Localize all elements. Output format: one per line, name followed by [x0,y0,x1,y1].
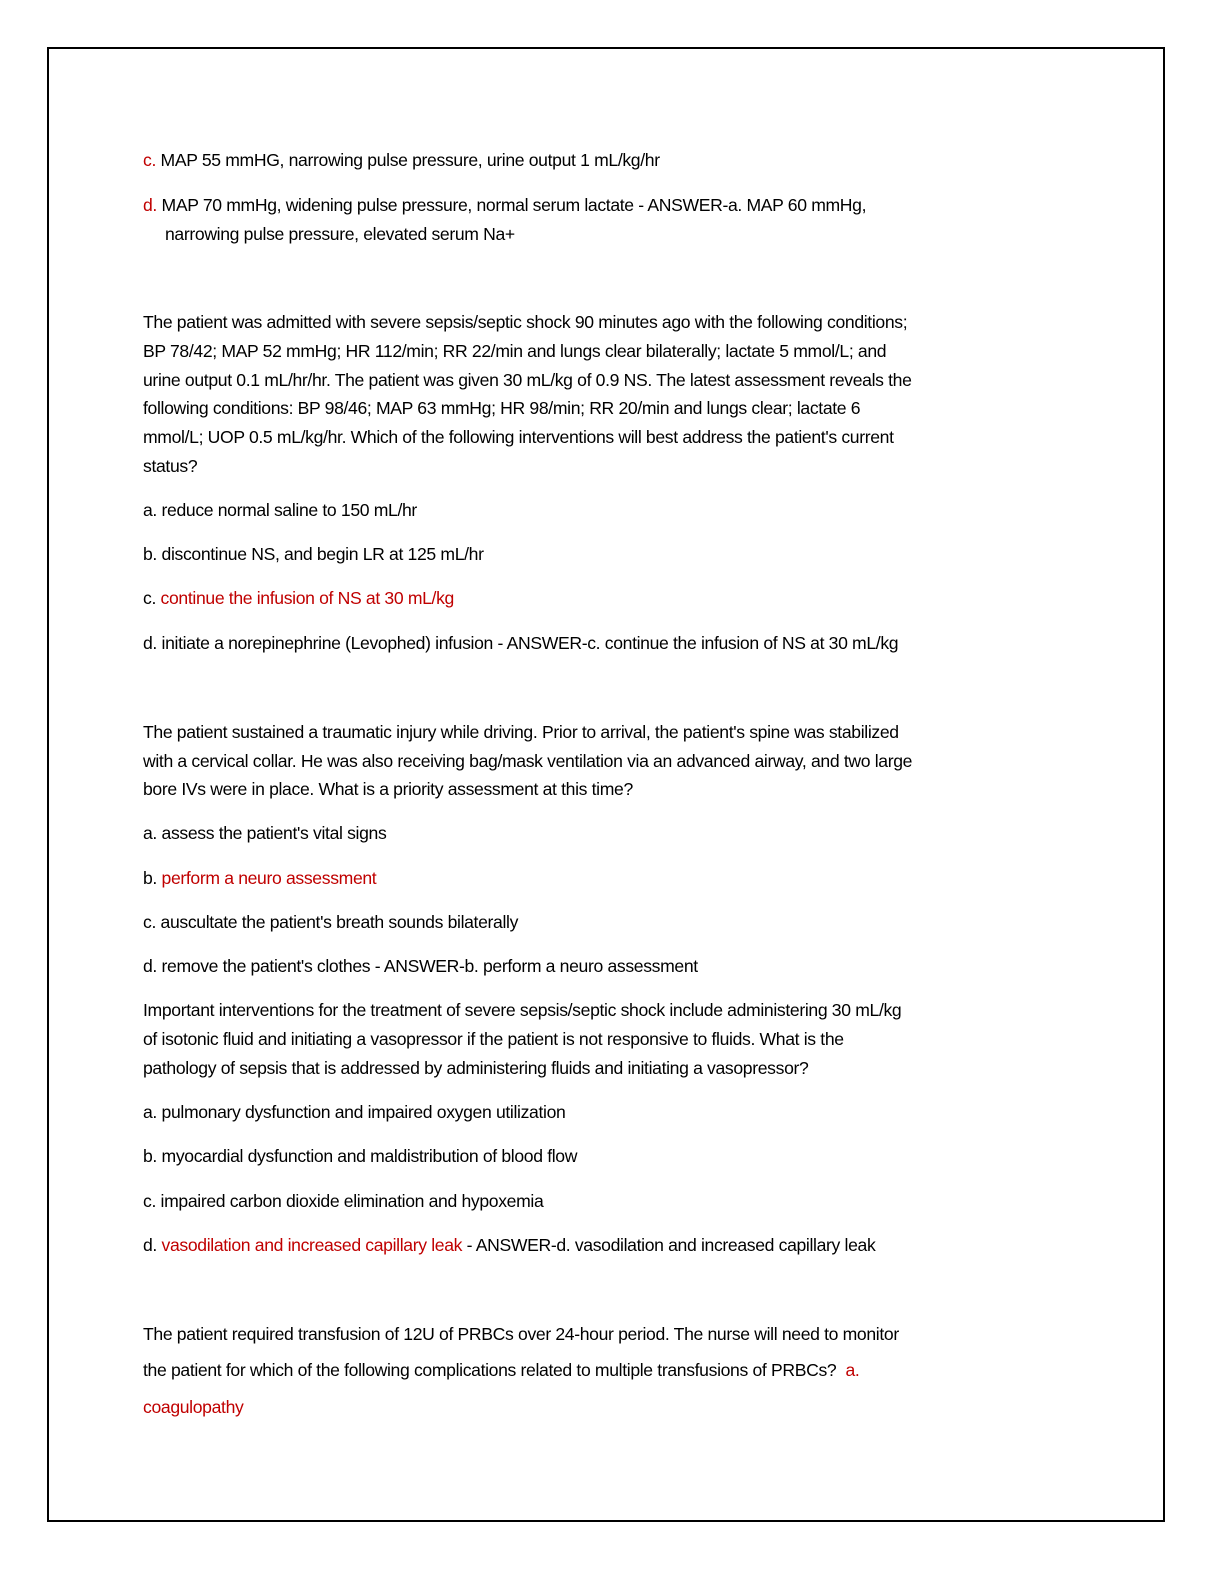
option-text: MAP 70 mmHg, widening pulse pressure, normal serum lactate - ANSWER-a. MAP 60 mmHg, [156,195,867,215]
question5-stem-line: The patient required transfusion of 12U of PRBCs over 24-hour period. The nurse will need to monitor [143,1324,899,1344]
option-c-block1 [143,149,660,171]
correct-answer-highlight: a. [845,1360,860,1380]
question5-stem-line [143,1359,859,1381]
question2-stem-line: BP 78/42; MAP 52 mmHg; HR 112/min; RR 22/min and lungs clear bilaterally; lactate 5 mmol/L; and [143,341,887,361]
question4-stem-line: of isotonic fluid and initiating a vasopressor if the patient is not responsive to fluids. What is the [143,1029,844,1049]
question4-stem-line: Important interventions for the treatment of severe sepsis/septic shock include administering 30 mL/kg [143,1000,902,1020]
stem-text: the patient for which of the following complications related to multiple transfusions of PRBCs? [143,1360,846,1380]
question3-stem-line: The patient sustained a traumatic injury while driving. Prior to arrival, the patient's spine was stabilized [143,722,899,742]
question4-stem-line: pathology of sepsis that is addressed by administering fluids and initiating a vasopressor? [143,1058,809,1078]
question2-option-b: b. discontinue NS, and begin LR at 125 mL/hr [143,544,484,564]
correct-answer-highlight: perform a neuro assessment [161,868,377,888]
question2-stem-line: urine output 0.1 mL/hr/hr. The patient was given 30 mL/kg of 0.9 NS. The latest assessment reveals the [143,370,912,390]
option-letter: c. [143,150,156,170]
question2-stem-line: mmol/L; UOP 0.5 mL/kg/hr. Which of the following interventions will best address the patient's current [143,427,894,447]
option-letter: c. [143,588,161,608]
option-letter: b. [143,868,162,888]
question4-option-d [143,1234,875,1256]
question3-option-d: d. remove the patient's clothes - ANSWER-b. perform a neuro assessment [143,956,698,976]
option-text: MAP 55 mmHG, narrowing pulse pressure, urine output 1 mL/kg/hr [156,150,660,170]
option-d-block1-continuation: narrowing pulse pressure, elevated serum Na+ [165,224,515,244]
option-letter: d. [143,195,157,215]
option-letter: d. [143,1235,162,1255]
correct-answer-highlight: continue the infusion of NS at 30 mL/kg [160,588,454,608]
question5-answer: coagulopathy [143,1397,244,1417]
question2-stem-line: following conditions: BP 98/46; MAP 63 mmHg; HR 98/min; RR 20/min and lungs clear; lactate 6 [143,398,861,418]
option-d-block1 [143,194,866,216]
question2-option-d: d. initiate a norepinephrine (Levophed) infusion - ANSWER-c. continue the infusion of NS at 30 mL/kg [143,633,899,653]
question3-option-b [143,867,376,889]
question4-option-c: c. impaired carbon dioxide elimination and hypoxemia [143,1191,544,1211]
question4-option-b: b. myocardial dysfunction and maldistribution of blood flow [143,1146,578,1166]
question3-stem-line: with a cervical collar. He was also receiving bag/mask ventilation via an advanced airway, and two large [143,751,913,771]
question2-option-a: a. reduce normal saline to 150 mL/hr [143,500,417,520]
question4-option-a: a. pulmonary dysfunction and impaired oxygen utilization [143,1102,566,1122]
question2-stem-line: The patient was admitted with severe sepsis/septic shock 90 minutes ago with the following conditions; [143,312,908,332]
answer-text: - ANSWER-d. vasodilation and increased capillary leak [462,1235,876,1255]
question3-stem-line: bore IVs were in place. What is a priority assessment at this time? [143,779,633,799]
question2-stem-line: status? [143,456,198,476]
question3-option-c: c. auscultate the patient's breath sounds bilaterally [143,912,519,932]
question2-option-c [143,587,454,609]
correct-answer-highlight: vasodilation and increased capillary leak [161,1235,463,1255]
question3-option-a: a. assess the patient's vital signs [143,823,387,843]
